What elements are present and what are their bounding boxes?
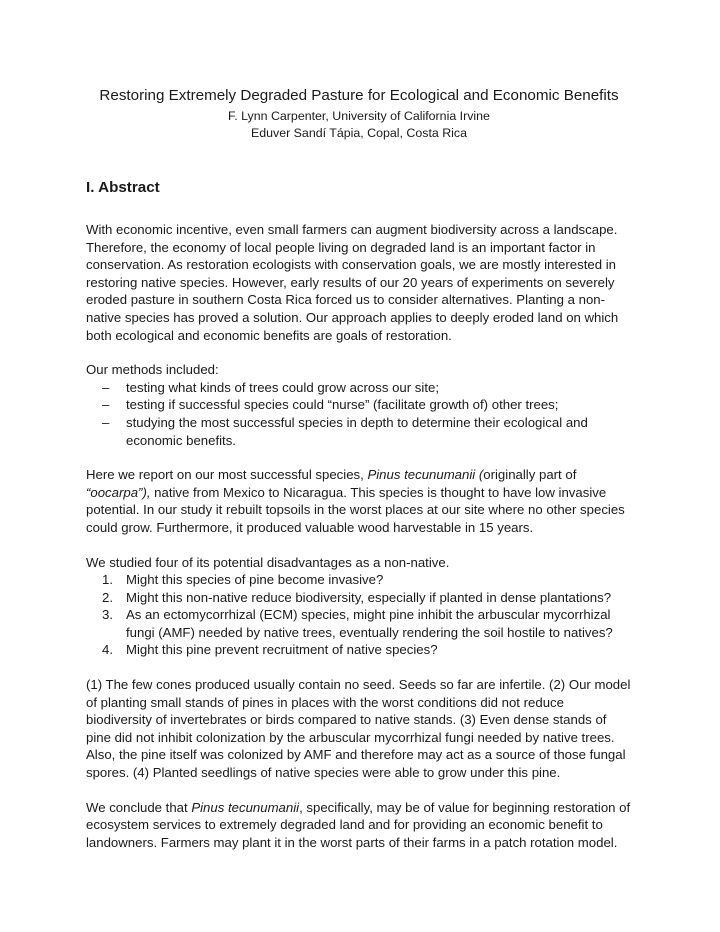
- disadvantage-item: [102, 606, 632, 641]
- disadvantage-item: [102, 589, 632, 607]
- item-text: As an ectomycorrhizal (ECM) species, might pine inhibit the arbuscular mycorrhizal fungi (AMF) needed by native trees, eventually rendering the soil hostile to natives?: [126, 607, 613, 640]
- item-number: 2.: [102, 589, 113, 605]
- report-pre: Here we report on our most successful species,: [86, 467, 368, 483]
- item-number: 3.: [102, 607, 113, 623]
- item-text: Might this pine prevent recruitment of native species?: [126, 642, 438, 658]
- item-number: 4.: [102, 642, 113, 658]
- disadvantages-list: [86, 571, 632, 659]
- methods-item: – testing if successful species could “nurse” (facilitate growth of) other trees;: [126, 396, 632, 414]
- author-line-1: F. Lynn Carpenter, University of California Irvine: [228, 109, 490, 123]
- species-name: Pinus tecunumanii (: [367, 467, 484, 483]
- disadvantage-item: [102, 571, 632, 589]
- methods-item: – studying the most successful species in depth to determine their ecological and economic benefits.: [126, 414, 632, 449]
- conclusion-species-name: Pinus tecunumanii: [191, 799, 300, 815]
- item-number: 1.: [102, 572, 113, 588]
- report-mid: originally part of: [483, 467, 577, 483]
- item-text: Might this non-native reduce biodiversity, especially if planted in dense plantations?: [126, 589, 612, 605]
- paragraph-intro: With economic incentive, even small farmers can augment biodiversity across a landscape. Therefore, the economy of local people living on degraded land is an important factor in conservation. As restoration ecologists with conservation goals, we are mostly interested in restoring native species. However, early results of our 20 years of experiments on severely eroded pasture in southern Costa Rica forced us to consider alternatives. Planting a non-native species has proved a solution. Our approach applies to deeply eroded land on which both ecological and economic benefits are goals of restoration.: [86, 222, 619, 343]
- conclusion-pre: We conclude that: [86, 799, 192, 815]
- methods-item: – testing what kinds of trees could grow across our site;: [126, 379, 632, 397]
- methods-block: [86, 361, 632, 449]
- oocarpa-name: “oocarpa”),: [86, 484, 151, 500]
- paragraph-findings: (1) The few cones produced usually contain no seed. Seeds so far are infertile. (2) Our model of planting small stands of pines in places with the worst conditions did not reduce biodiversity of invertebrates or birds compared to native stands. (3) Even dense stands of pine did not inhibit colonization by the arbuscular mycorrhizal fungi needed by native trees. Also, the pine itself was colonized by AMF and therefore may act as a source of those fungal spores. (4) Planted seedlings of native species were able to grow under this pine.: [86, 677, 631, 781]
- conclusion-post: , specifically, may be of value for beginning restoration of ecosystem services to extremely degraded land and for providing an economic benefit to landowners. Farmers may plant it in the worst parts of their farms in a patch rotation model.: [86, 799, 631, 850]
- methods-list: [86, 379, 632, 449]
- methods-lead: Our methods included:: [86, 362, 219, 378]
- disadvantages-block: [86, 554, 632, 660]
- document-title: Restoring Extremely Degraded Pasture for Ecological and Economic Benefits: [99, 87, 619, 104]
- author-line-2: Eduver Sandí Tápia, Copal, Costa Rica: [250, 126, 468, 140]
- section-heading-abstract: I. Abstract: [86, 179, 160, 196]
- paragraph-report: [86, 466, 632, 536]
- item-text: Might this species of pine become invasive?: [126, 572, 384, 588]
- disadvantages-lead: We studied four of its potential disadvantages as a non-native.: [86, 554, 450, 570]
- disadvantage-item: [102, 641, 632, 659]
- report-post: native from Mexico to Nicaragua. This species is thought to have low invasive potential. In our study it rebuilt topsoils in the worst places at our site where no other species could grow. Furthermore, it produced valuable wood harvestable in 15 years.: [86, 484, 625, 535]
- paragraph-conclusion: [86, 799, 632, 852]
